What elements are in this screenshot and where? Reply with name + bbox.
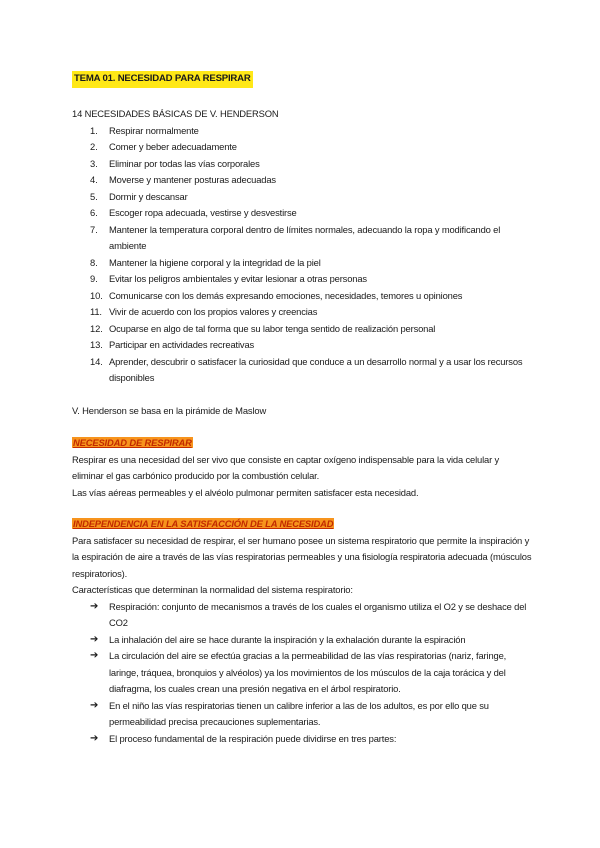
list-item <box>72 123 532 140</box>
item-text: Respirar normalmente <box>109 124 199 136</box>
list-item <box>72 632 532 649</box>
list-item <box>72 255 532 272</box>
arrow-icon: ➔ <box>90 699 99 711</box>
arrow-icon: ➔ <box>90 600 99 612</box>
item-text: Evitar los peligros ambientales y evitar lesionar a otras personas <box>109 273 367 284</box>
respirar-section <box>72 435 532 501</box>
list-item <box>72 599 532 632</box>
list-item <box>72 304 532 321</box>
item-text: Escoger ropa adecuada, vestirse y desvestirse <box>109 207 297 218</box>
independencia-paragraph: Para satisfacer su necesidad de respirar, el ser humano posee un sistema respiratorio que permite la inspiración y la espiración de aire a través de las vías respiratorias permeables y una fisiología respiratoria adecuada (músculos respiratorios). <box>72 534 532 579</box>
item-text: Eliminar por todas las vías corporales <box>109 157 260 169</box>
section-heading-respirar: NECESIDAD DE RESPIRAR <box>73 437 192 448</box>
list-item <box>72 271 532 288</box>
item-text: Participar en actividades recreativas <box>109 339 255 350</box>
henderson-section <box>72 106 532 387</box>
item-number: 14. <box>90 355 103 367</box>
item-text: Ocuparse en algo de tal forma que su labor tenga sentido de realización personal <box>109 322 436 334</box>
list-item <box>72 139 532 156</box>
henderson-note: V. Henderson se basa en la pirámide de Maslow <box>72 405 267 416</box>
item-text: En el niño las vías respiratorias tienen un calibre inferior a las de los adultos, es por ello que su permeabilidad precisa precauciones suplementarias. <box>109 699 489 727</box>
item-text: La circulación del aire se efectúa gracias a la permeabilidad de las vías respiratorias (nariz, faringe, laringe, tráquea, bronquios y alvéolos) ya los movimientos de los músculos de la caja torácica y del diafragma, los cuales crean una presión negativa en el árbol respiratorio. <box>109 650 507 694</box>
henderson-heading: 14 NECESIDADES BÁSICAS DE V. HENDERSON <box>72 108 279 119</box>
item-number: 5. <box>90 190 98 202</box>
arrow-icon: ➔ <box>90 650 99 661</box>
list-item <box>72 698 532 731</box>
list-item <box>72 337 532 354</box>
list-item <box>72 156 532 173</box>
list-item <box>72 172 532 189</box>
list-item <box>72 648 532 698</box>
item-number: 4. <box>90 174 98 185</box>
item-number: 2. <box>90 141 98 152</box>
arrow-icon: ➔ <box>90 633 99 645</box>
page-title: TEMA 01. NECESIDAD PARA RESPIRAR <box>72 71 253 88</box>
item-text: Moverse y mantener posturas adecuadas <box>109 174 276 185</box>
item-number: 8. <box>90 256 98 268</box>
list-item <box>72 288 532 305</box>
item-text: Comunicarse con los demás expresando emociones, necesidades, temores u opiniones <box>109 289 463 301</box>
item-text: Mantener la higiene corporal y la integridad de la piel <box>109 256 321 268</box>
item-number: 3. <box>90 157 98 169</box>
item-number: 11. <box>90 306 102 317</box>
item-number: 9. <box>90 273 98 284</box>
item-number: 13. <box>90 339 103 350</box>
henderson-list <box>72 123 532 387</box>
arrow-icon: ➔ <box>90 732 99 744</box>
item-text: La inhalación del aire se hace durante la inspiración y la exhalación durante la espiración <box>109 633 466 645</box>
list-item <box>72 205 532 222</box>
item-number: 6. <box>90 207 98 218</box>
section-heading-independencia: INDEPENDENCIA EN LA SATISFACCIÓN DE LA NECESIDAD <box>73 518 334 529</box>
respirar-paragraph-2: Las vías aéreas permeables y el alvéolo pulmonar permiten satisfacer esta necesidad. <box>72 486 419 498</box>
list-item <box>72 354 532 387</box>
independencia-paragraph-2: Características que determinan la normalidad del sistema respiratorio: <box>72 584 353 595</box>
item-text: Dormir y descansar <box>109 190 188 202</box>
item-text: Vivir de acuerdo con los propios valores y creencias <box>109 306 318 317</box>
independencia-section <box>72 516 532 747</box>
respirar-paragraph: Respirar es una necesidad del ser vivo que consiste en captar oxígeno indispensable para la vida celular y eliminar el gas carbónico producido por la combustión celular. <box>72 453 500 481</box>
list-item <box>72 321 532 338</box>
item-text: Mantener la temperatura corporal dentro de límites normales, adecuando la ropa y modificando el ambiente <box>109 223 501 251</box>
item-number: 10. <box>90 289 103 301</box>
item-text: El proceso fundamental de la respiración puede dividirse en tres partes: <box>109 732 397 744</box>
item-text: Comer y beber adecuadamente <box>109 141 237 152</box>
item-text: Respiración: conjunto de mecanismos a través de los cuales el organismo utiliza el O2 y se deshace del CO2 <box>109 600 527 628</box>
item-text: Aprender, descubrir o satisfacer la curiosidad que conduce a un desarrollo normal y a usar los recursos disponibles <box>109 355 523 383</box>
item-number: 12. <box>90 322 103 334</box>
list-item <box>72 189 532 206</box>
item-number: 7. <box>90 223 98 235</box>
list-item <box>72 222 532 255</box>
list-item <box>72 731 532 748</box>
characteristics-list <box>72 599 532 748</box>
item-number: 1. <box>90 124 98 136</box>
